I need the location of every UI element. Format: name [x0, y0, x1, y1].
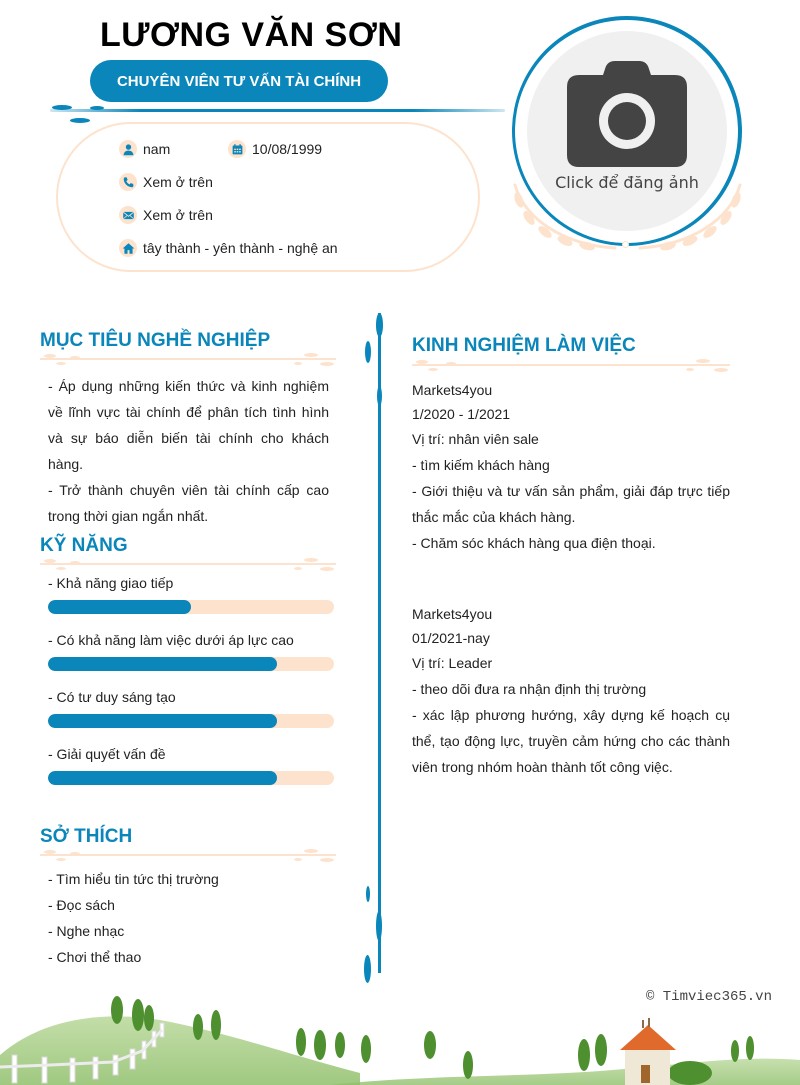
decor-drop	[376, 313, 383, 337]
address-value: tây thành - yên thành - nghệ an	[143, 240, 338, 256]
decor-drop	[377, 386, 382, 406]
job-period: 01/2021-nay	[412, 630, 490, 646]
job-duty: - xác lập phương hướng, xây dựng kế hoạch cụ thể, tạo động lực, truyền cảm hứng cho các thành viên trong nhóm hoàn thành tốt công việc.	[412, 707, 730, 775]
email-value: Xem ở trên	[143, 207, 213, 223]
hobby-item: - Chơi thể thao	[48, 949, 142, 965]
phone-icon	[119, 173, 137, 191]
hobby-item: - Đọc sách	[48, 897, 115, 913]
user-icon	[119, 140, 137, 158]
career-goal-title: MỤC TIÊU NGHỀ NGHIỆP	[40, 330, 271, 351]
job-title-text: CHUYÊN VIÊN TƯ VẤN TÀI CHÍNH	[116, 72, 362, 90]
info-address	[119, 239, 338, 257]
avatar-upload[interactable]	[527, 31, 727, 231]
skills-title-underline	[40, 557, 336, 571]
job-duty: - Chăm sóc khách hàng qua điện thoại.	[412, 535, 656, 551]
job-duty: - Giới thiệu và tư vấn sản phẩm, giải đáp trực tiếp thắc mắc của khách hàng.	[412, 483, 730, 525]
skill-item	[48, 627, 334, 671]
job-position: Vị trí: Leader	[412, 655, 493, 671]
skill-item	[48, 741, 334, 785]
skill-label: - Có khả năng làm việc dưới áp lực cao	[48, 632, 294, 648]
upload-photo-label: Click để đăng ảnh	[555, 173, 699, 192]
landscape-illustration	[0, 985, 800, 1085]
decor-drop	[365, 341, 371, 363]
skill-bar-fill	[48, 657, 277, 671]
calendar-icon	[228, 140, 246, 158]
experience-job	[412, 602, 730, 780]
skill-item	[48, 570, 334, 614]
hobby-item: - Tìm hiểu tin tức thị trường	[48, 871, 219, 887]
career-goal-paragraph: - Áp dụng những kiến thức và kinh nghiệm về lĩnh vực tài chính để phân tích tình hình và sự báo diễn biến tài chính cho khách hàng.	[48, 378, 329, 472]
decor-dot	[70, 118, 90, 123]
birthday-value: 10/08/1999	[252, 141, 323, 157]
info-email	[119, 206, 213, 224]
job-duty: - theo dõi đưa ra nhận định thị trường	[412, 681, 647, 697]
skill-bar-fill	[48, 714, 277, 728]
hobby-item: - Nghe nhạc	[48, 923, 125, 939]
job-company: Markets4you	[412, 382, 493, 398]
career-goal-paragraph: - Trở thành chuyên viên tài chính cấp cao trong thời gian ngắn nhất.	[48, 482, 329, 524]
decor-drop	[366, 886, 370, 902]
skill-bar-fill	[48, 600, 191, 614]
watermark: © Timviec365.vn	[645, 989, 772, 1005]
skill-bar-track	[48, 600, 334, 614]
home-icon	[119, 239, 137, 257]
skills-title: KỸ NĂNG	[40, 535, 128, 556]
avatar-ring-knot	[622, 241, 629, 248]
skill-bar-track	[48, 657, 334, 671]
job-company: Markets4you	[412, 606, 493, 622]
experience-title: KINH NGHIỆM LÀM VIỆC	[412, 335, 636, 356]
career-goal-title-underline	[40, 352, 336, 366]
skill-bar-fill	[48, 771, 277, 785]
decor-drop	[376, 911, 382, 941]
header-divider	[50, 109, 505, 112]
career-goal-content	[48, 373, 329, 529]
decor-drop	[364, 955, 371, 983]
skill-bar-track	[48, 714, 334, 728]
skill-label: - Khả năng giao tiếp	[48, 575, 174, 591]
experience-title-underline	[412, 358, 730, 372]
skill-bar-track	[48, 771, 334, 785]
job-title-badge	[90, 60, 388, 102]
skill-label: - Giải quyết vấn đề	[48, 746, 166, 762]
skill-item	[48, 684, 334, 728]
job-period: 1/2020 - 1/2021	[412, 406, 511, 422]
experience-job	[412, 378, 730, 556]
phone-value: Xem ở trên	[143, 174, 213, 190]
column-divider	[378, 313, 381, 973]
envelope-icon	[119, 206, 137, 224]
hobbies-title-underline	[40, 848, 336, 862]
info-phone	[119, 173, 213, 191]
camera-icon	[567, 61, 687, 167]
hobbies-title: SỞ THÍCH	[40, 826, 133, 847]
skill-label: - Có tư duy sáng tạo	[48, 689, 176, 705]
job-duty: - tìm kiếm khách hàng	[412, 457, 550, 473]
info-birthday	[228, 140, 322, 158]
gender-value: nam	[143, 141, 171, 157]
info-gender	[119, 140, 170, 158]
candidate-name: LƯƠNG VĂN SƠN	[100, 16, 403, 54]
job-position: Vị trí: nhân viên sale	[412, 431, 539, 447]
hobbies-list	[48, 866, 219, 970]
